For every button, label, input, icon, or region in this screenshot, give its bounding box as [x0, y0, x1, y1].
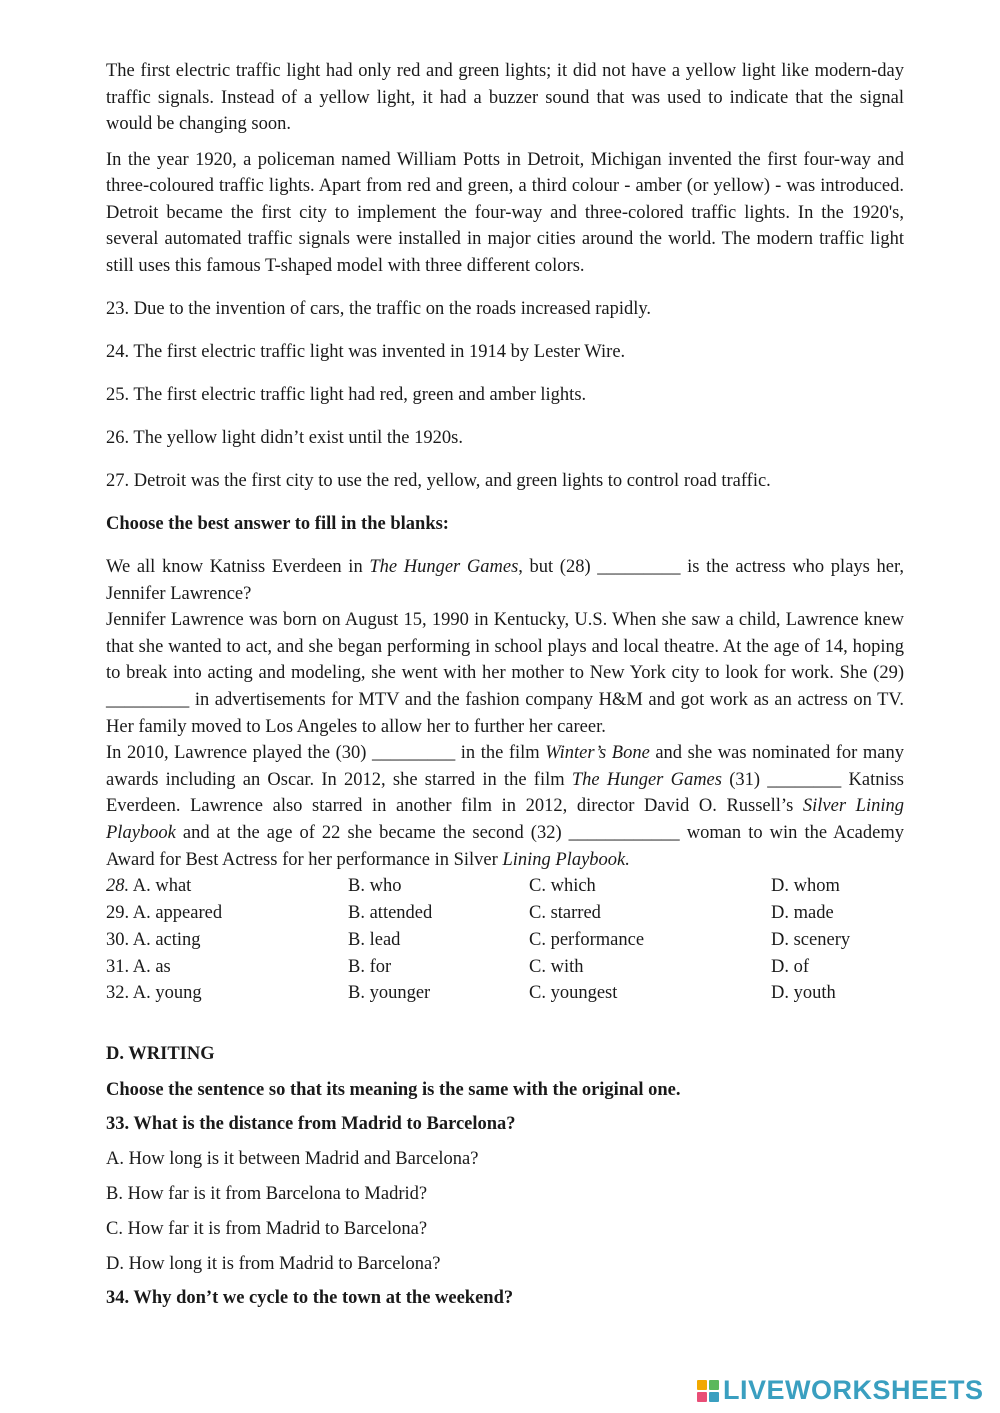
- logo-square: [709, 1380, 719, 1390]
- reading-paragraph-2: In the year 1920, a policeman named William Potts in Detroit, Michigan invented the first four-way and three-coloured traffic lights. Apart from red and green, a third colour - amber (or yellow) - was introduced. Detroit became the first city to implement the four-way and three-colored traffic lights. In the 1920's, several automated traffic signals were installed in major cities around the world. The modern traffic light still uses this famous T-shaped model with three different colors.: [106, 149, 904, 276]
- option-c[interactable]: C. with: [529, 956, 584, 977]
- cloze-text: and at the age of 22 she became the second (32) ____________ woman to win the Academy Award for Best Actress for her performance in Silver: [106, 822, 904, 870]
- writing-instruction: Choose the sentence so that its meaning is the same with the original one.: [106, 1080, 681, 1101]
- statement-23: 23. Due to the invention of cars, the traffic on the roads increased rapidly.: [106, 299, 652, 319]
- question-number: 28.: [106, 876, 130, 897]
- question-34: 34. Why don’t we cycle to the town at the weekend?: [106, 1288, 514, 1309]
- cloze-text: and she was nominated for many awards including an Oscar. In 2012, she starred in the film: [106, 743, 904, 790]
- cloze-text: , but (28) _________ is the actress who plays her, Jennifer Lawrence?: [106, 557, 904, 604]
- logo-text: LIVEWORKSHEETS: [723, 1375, 984, 1405]
- statement-25: 25. The first electric traffic light had red, green and amber lights.: [106, 385, 587, 405]
- question-33: 33. What is the distance from Madrid to Barcelona?: [106, 1114, 516, 1135]
- statement-27: 27. Detroit was the first city to use the red, yellow, and green lights to control road traffic.: [106, 471, 771, 491]
- option-a[interactable]: 31. A. as: [106, 956, 171, 977]
- option-a[interactable]: [106, 873, 348, 900]
- option-c[interactable]: C. youngest: [529, 983, 618, 1004]
- option-a[interactable]: 29. A. appeared: [106, 902, 223, 923]
- option-d[interactable]: D. youth: [771, 983, 836, 1004]
- worksheet-page: [106, 58, 904, 1311]
- film-title: The Hunger Games: [571, 769, 722, 790]
- answer-options: [106, 873, 904, 1007]
- film-title: Silver Lining Playbook: [106, 796, 904, 843]
- option-row-28: [106, 873, 904, 900]
- film-title: Winter’s Bone: [545, 743, 650, 764]
- q33-option-a[interactable]: A. How long is it between Madrid and Barcelona?: [106, 1149, 479, 1170]
- q33-option-c[interactable]: C. How far it is from Madrid to Barcelona?: [106, 1219, 428, 1240]
- option-c[interactable]: C. which: [529, 876, 596, 897]
- option-row-32: [106, 980, 904, 1007]
- option-a[interactable]: 30. A. acting: [106, 929, 201, 950]
- film-title: Lining Playbook.: [502, 849, 630, 870]
- option-c[interactable]: C. starred: [529, 902, 601, 923]
- cloze-sentence-2: Jennifer Lawrence was born on August 15, 1990 in Kentucky, U.S. When she saw a child, Lawrence knew that she wanted to act, and she began performing in school plays and local theatre. At the age of 14, hoping to break into acting and modeling, she went with her mother to New York city to look for work. She (29) _________ in advertisements for MTV and the fashion company H&M and got work as an actress on TV. Her family moved to Los Angeles to allow her to further her career.: [106, 610, 904, 737]
- statement-24: 24. The first electric traffic light was invented in 1914 by Lester Wire.: [106, 342, 626, 362]
- option-a[interactable]: 32. A. young: [106, 983, 202, 1004]
- cloze-instruction: Choose the best answer to fill in the blanks:: [106, 514, 449, 534]
- statement-26: 26. The yellow light didn’t exist until the 1920s.: [106, 428, 463, 448]
- option-d[interactable]: D. of: [771, 956, 810, 977]
- option-row-30: [106, 927, 904, 954]
- option-d[interactable]: D. whom: [771, 876, 840, 897]
- cloze-sentence-3: [106, 740, 904, 873]
- option-b[interactable]: B. younger: [348, 983, 431, 1004]
- film-title: The Hunger Games: [369, 557, 519, 577]
- cloze-text: (31) ________ Katniss Everdeen. Lawrence also starred in another film in 2012, director David O. Russell’s: [106, 769, 904, 817]
- logo-icon: [697, 1380, 719, 1402]
- option-d[interactable]: D. scenery: [771, 929, 851, 950]
- option-a-label: A. what: [129, 876, 192, 897]
- option-row-31: [106, 954, 904, 981]
- section-heading-writing: D. WRITING: [106, 1044, 215, 1065]
- option-b[interactable]: B. attended: [348, 902, 433, 923]
- cloze-text: In 2010, Lawrence played the (30) _________ in the film: [106, 743, 546, 764]
- logo-square: [697, 1380, 707, 1390]
- q33-option-d[interactable]: D. How long it is from Madrid to Barcelona?: [106, 1254, 441, 1275]
- reading-paragraph-1: The first electric traffic light had only red and green lights; it did not have a yellow light like modern-day traffic signals. Instead of a yellow light, it had a buzzer sound that was used to indicate that the signal would be changing soon.: [106, 61, 904, 134]
- logo-square: [709, 1392, 719, 1402]
- option-d[interactable]: D. made: [771, 902, 834, 923]
- option-b[interactable]: B. for: [348, 956, 392, 977]
- option-c[interactable]: C. performance: [529, 929, 645, 950]
- q33-option-b[interactable]: B. How far is it from Barcelona to Madrid?: [106, 1184, 428, 1205]
- option-row-29: [106, 900, 904, 927]
- cloze-text: We all know Katniss Everdeen in: [106, 557, 370, 577]
- option-b[interactable]: B. who: [348, 876, 402, 897]
- liveworksheets-logo: [697, 1375, 984, 1406]
- option-b[interactable]: B. lead: [348, 929, 401, 950]
- logo-square: [697, 1392, 707, 1402]
- cloze-sentence-1: [106, 554, 904, 607]
